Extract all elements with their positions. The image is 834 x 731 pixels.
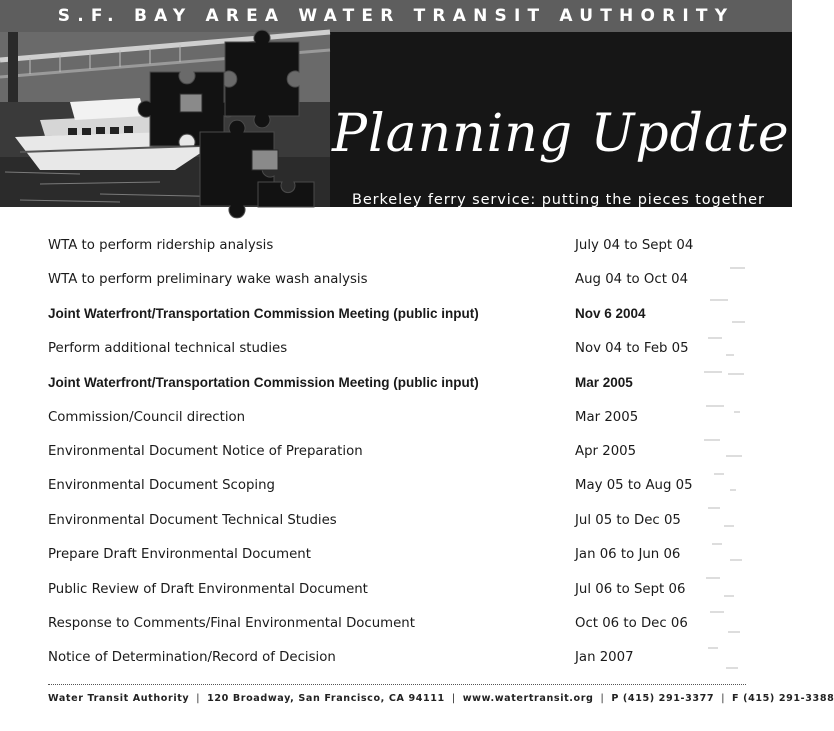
task-date: Jul 06 to Sept 06 — [575, 581, 686, 597]
task-label: Public Review of Draft Environmental Document — [48, 581, 368, 597]
task-date: Mar 2005 — [575, 409, 639, 425]
schedule-row — [48, 503, 748, 537]
task-label: Prepare Draft Environmental Document — [48, 547, 311, 563]
schedule-row — [48, 434, 748, 468]
task-label: Response to Comments/Final Environmental Document — [48, 615, 415, 631]
agency-name: S.F. BAY AREA WATER TRANSIT AUTHORITY — [57, 6, 735, 26]
footer-divider — [48, 684, 746, 685]
header-image — [0, 32, 792, 207]
decorative-tick-marks — [700, 260, 750, 680]
task-date: Jan 06 to Jun 06 — [575, 547, 681, 563]
task-date: May 05 to Aug 05 — [575, 478, 693, 494]
task-label: WTA to perform ridership analysis — [48, 237, 274, 253]
task-label: Environmental Document Technical Studies — [48, 512, 337, 528]
schedule-row-milestone — [48, 297, 748, 331]
schedule-row — [48, 469, 748, 503]
footer-fax: F (415) 291-3388 — [732, 693, 834, 704]
schedule-table — [48, 228, 748, 675]
task-label: Environmental Document Scoping — [48, 478, 275, 494]
agency-banner — [0, 0, 792, 32]
footer-contact: Water Transit Authority | 120 Broadway, San Francisco, CA 94111 | www.watertransit.org | P (415) 291-3377 | F (415) 291-3388 — [48, 693, 834, 704]
task-date: Mar 2005 — [575, 375, 633, 391]
task-label: WTA to perform preliminary wake wash analysis — [48, 272, 368, 288]
page-title: Planning Update — [332, 104, 790, 164]
schedule-row — [48, 331, 748, 365]
schedule-row — [48, 228, 748, 262]
task-date: July 04 to Sept 04 — [575, 237, 694, 253]
task-date: Aug 04 to Oct 04 — [575, 272, 689, 288]
task-label: Environmental Document Notice of Preparation — [48, 444, 363, 460]
task-date: Jul 05 to Dec 05 — [575, 512, 681, 528]
task-date: Nov 04 to Feb 05 — [575, 340, 689, 356]
page-subtitle: Berkeley ferry service: putting the pieces together — [352, 192, 765, 208]
task-label: Joint Waterfront/Transportation Commission Meeting (public input) — [48, 375, 479, 391]
schedule-row — [48, 262, 748, 296]
schedule-row — [48, 606, 748, 640]
schedule-row — [48, 572, 748, 606]
task-date: Apr 2005 — [575, 444, 637, 460]
schedule-row — [48, 400, 748, 434]
schedule-row-milestone — [48, 366, 748, 400]
task-label: Joint Waterfront/Transportation Commission Meeting (public input) — [48, 306, 479, 322]
footer-address: 120 Broadway, San Francisco, CA 94111 — [207, 693, 445, 704]
task-date: Jan 2007 — [575, 650, 634, 666]
task-date: Nov 6 2004 — [575, 306, 646, 322]
footer-org: Water Transit Authority — [48, 693, 190, 704]
task-label: Perform additional technical studies — [48, 340, 288, 356]
task-date: Oct 06 to Dec 06 — [575, 615, 688, 631]
schedule-row — [48, 641, 748, 675]
schedule-row — [48, 538, 748, 572]
task-label: Notice of Determination/Record of Decision — [48, 650, 336, 666]
footer-website[interactable]: www.watertransit.org — [462, 693, 594, 704]
footer-phone: P (415) 291-3377 — [611, 693, 715, 704]
task-label: Commission/Council direction — [48, 409, 246, 425]
